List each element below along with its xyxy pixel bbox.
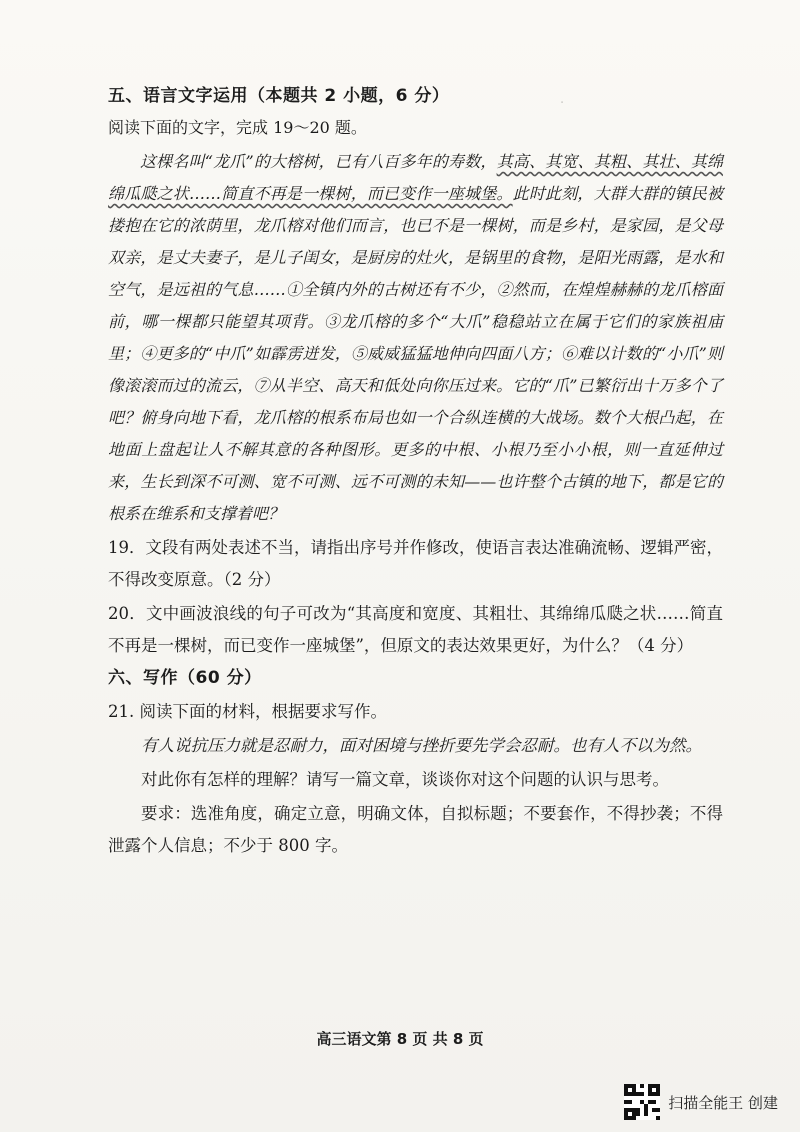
passage-paragraph xyxy=(108,146,723,530)
section5-title: 五、语言文字运用（本题共 2 小题，6 分） xyxy=(108,86,450,106)
passage-body: 此时此刻，大群大群的镇民被搂抱在它的浓荫里，龙爪榕对他们而言，也已不是一棵树，而是乡村，是家园，是父母双亲，是丈夫妻子，是儿子闺女，是厨房的灶火，是锅里的食物，是阳光雨露，是水和空气，是远祖的气息……①全镇内外的古树还有不少，②然而，在煌煌赫赫的龙爪榕面前，哪一棵都只能望其项背。③龙爪榕的多个“大爪”稳稳站立在属于它们的家族祖庙里；④更多的“中爪”如霹雳迸发，⑤威威猛猛地伸向四面八方；⑥难以计数的“小爪”则像滚滚而过的流云，⑦从半空、高天和低处向你压过来。它的“爪”已繁衍出十万多个了吧？俯身向地下看，龙爪榕的根系布局也如一个合纵连横的大战场。数个大根凸起，在地面上盘起让人不解其意的各种图形。更多的中根、小根乃至小小根，则一直延伸过来，生长到深不可测、宽不可测、远不可测的未知——也许整个古镇的地下，都是它的根系在维系和支撑着吧？ xyxy=(108,184,723,523)
question-20: 20．文中画波浪线的句子可改为“其高度和宽度、其粗壮、其绵绵瓜瓞之状……简直不再是一棵树，而已变作一座城堡”，但原文的表达效果更好，为什么？（4 分） xyxy=(108,604,723,655)
wavy-underlined-sentence: 其高、其宽、其粗、其壮、其绵绵瓜瓞之状……简直不再是一棵树，而已变作一座城堡。 xyxy=(108,152,723,203)
page-footer: 高三语文第 8 页 共 8 页 xyxy=(316,1030,484,1048)
question-21-requirements: 要求：选准角度，确定立意，明确文体，自拟标题；不要套作，不得抄袭；不得泄露个人信息；不少于 800 字。 xyxy=(108,804,723,855)
scanner-watermark xyxy=(624,1084,778,1120)
page-content xyxy=(108,80,723,862)
question-21-material: 有人说抗压力就是忍耐力，面对困境与挫折要先学会忍耐。也有人不以为然。 xyxy=(141,736,702,755)
bleed-through-artifact: · xyxy=(560,96,565,111)
section6-title: 六、写作（60 分） xyxy=(108,668,262,688)
section5-instruction: 阅读下面的文字，完成 19～20 题。 xyxy=(108,118,367,137)
question-21-task: 对此你有怎样的理解？请写一篇文章，谈谈你对这个问题的认识与思考。 xyxy=(141,770,669,789)
watermark-text: 扫描全能王 创建 xyxy=(668,1093,778,1112)
reading-passage xyxy=(108,146,723,530)
passage-lead: 这棵名叫“龙爪”的大榕树，已有八百多年的寿数， xyxy=(140,152,497,171)
qr-code-icon xyxy=(624,1084,660,1120)
question-21-stem: 21. 阅读下面的材料，根据要求写作。 xyxy=(108,702,387,721)
question-19: 19．文段有两处表述不当，请指出序号并作修改，使语言表达准确流畅、逻辑严密，不得改变原意。（2 分） xyxy=(108,538,723,589)
